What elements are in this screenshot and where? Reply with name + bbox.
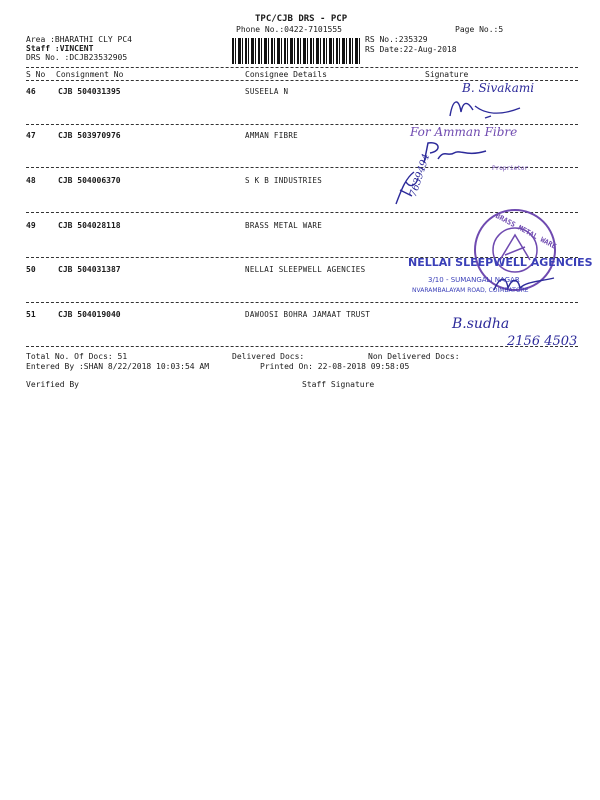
handwritten-name-51: B.sudha [452,316,510,332]
column-header-signature: Signature [425,70,469,79]
barcode [232,38,362,64]
row-sno: 46 [26,87,36,96]
signature-scrawl-46 [445,94,525,124]
row-sno: 48 [26,176,36,185]
document-title: TPC/CJB DRS - PCP [255,14,348,24]
handwritten-name-46: B. Sivakami [462,81,535,95]
printed-on: Printed On: 22-08-2018 09:58:05 [260,362,410,371]
row-consignee: NELLAI SLEEPWELL AGENCIES [245,265,366,274]
row-consignment: CJB 504028118 [58,221,121,230]
row-consignee: BRASS METAL WARE [245,221,323,230]
stamp-address2-50: NVARAMBALAYAM ROAD, COIMBATORE [412,287,529,294]
rs-date: RS Date:22-Aug-2018 [365,45,457,54]
row-consignee: DAWOOSI BOHRA JAMAAT TRUST [245,310,371,319]
row-sno: 50 [26,265,36,274]
signature-scrawl-47 [420,139,490,167]
row-sno: 49 [26,221,36,230]
verified-by: Verified By [26,380,79,389]
rs-number: RS No.:235329 [365,35,428,44]
row-consignment: CJB 504006370 [58,176,121,185]
drs-number: DRS No. :DCJB23532905 [26,53,128,62]
area-label: Area :BHARATHI CLY PC4 [26,35,132,44]
round-stamp-text: BRASS METAL WARE [494,212,558,251]
delivered-docs: Delivered Docs: [232,352,305,361]
stamp-proprietor-47: Proprietor [492,165,529,172]
non-delivered-docs: Non Delivered Docs: [368,352,460,361]
company-stamp-50: NELLAI SLEEPWELL AGENCIES [408,256,593,269]
column-header-consignee: Consignee Details [245,70,327,79]
staff-signature: Staff Signature [302,380,375,389]
entered-by: Entered By :SHAN 8/22/2018 10:03:54 AM [26,362,210,371]
row-consignment: CJB 504031395 [58,87,121,96]
divider [26,346,578,347]
column-header-consignment: Consignment No [56,70,124,79]
row-consignment: CJB 503970976 [58,131,121,140]
staff-label: Staff :VINCENT [26,44,94,53]
company-stamp-47: For Amman Fibre [410,125,518,139]
row-sno: 51 [26,310,36,319]
handwritten-number-51: 2156 4503 [507,334,578,349]
column-header-sno: S No [26,70,46,79]
row-consignee: SUSEELA N [245,87,289,96]
row-consignee: S K B INDUSTRIES [245,176,323,185]
stamp-address-50: 3/10 - SUMANGALI NAGAR [428,276,520,284]
row-consignment: CJB 504031387 [58,265,121,274]
divider [26,302,578,303]
handwritten-number-48: 7639494 [408,152,433,199]
divider [26,67,578,68]
row-consignment: CJB 504019040 [58,310,121,319]
page-number: Page No.:5 [455,25,504,34]
phone-number: Phone No.:0422-7101555 [236,25,342,34]
row-sno: 47 [26,131,36,140]
total-docs: Total No. Of Docs: 51 [26,352,128,361]
row-consignee: AMMAN FIBRE [245,131,298,140]
signature-scrawl-50 [490,272,560,296]
